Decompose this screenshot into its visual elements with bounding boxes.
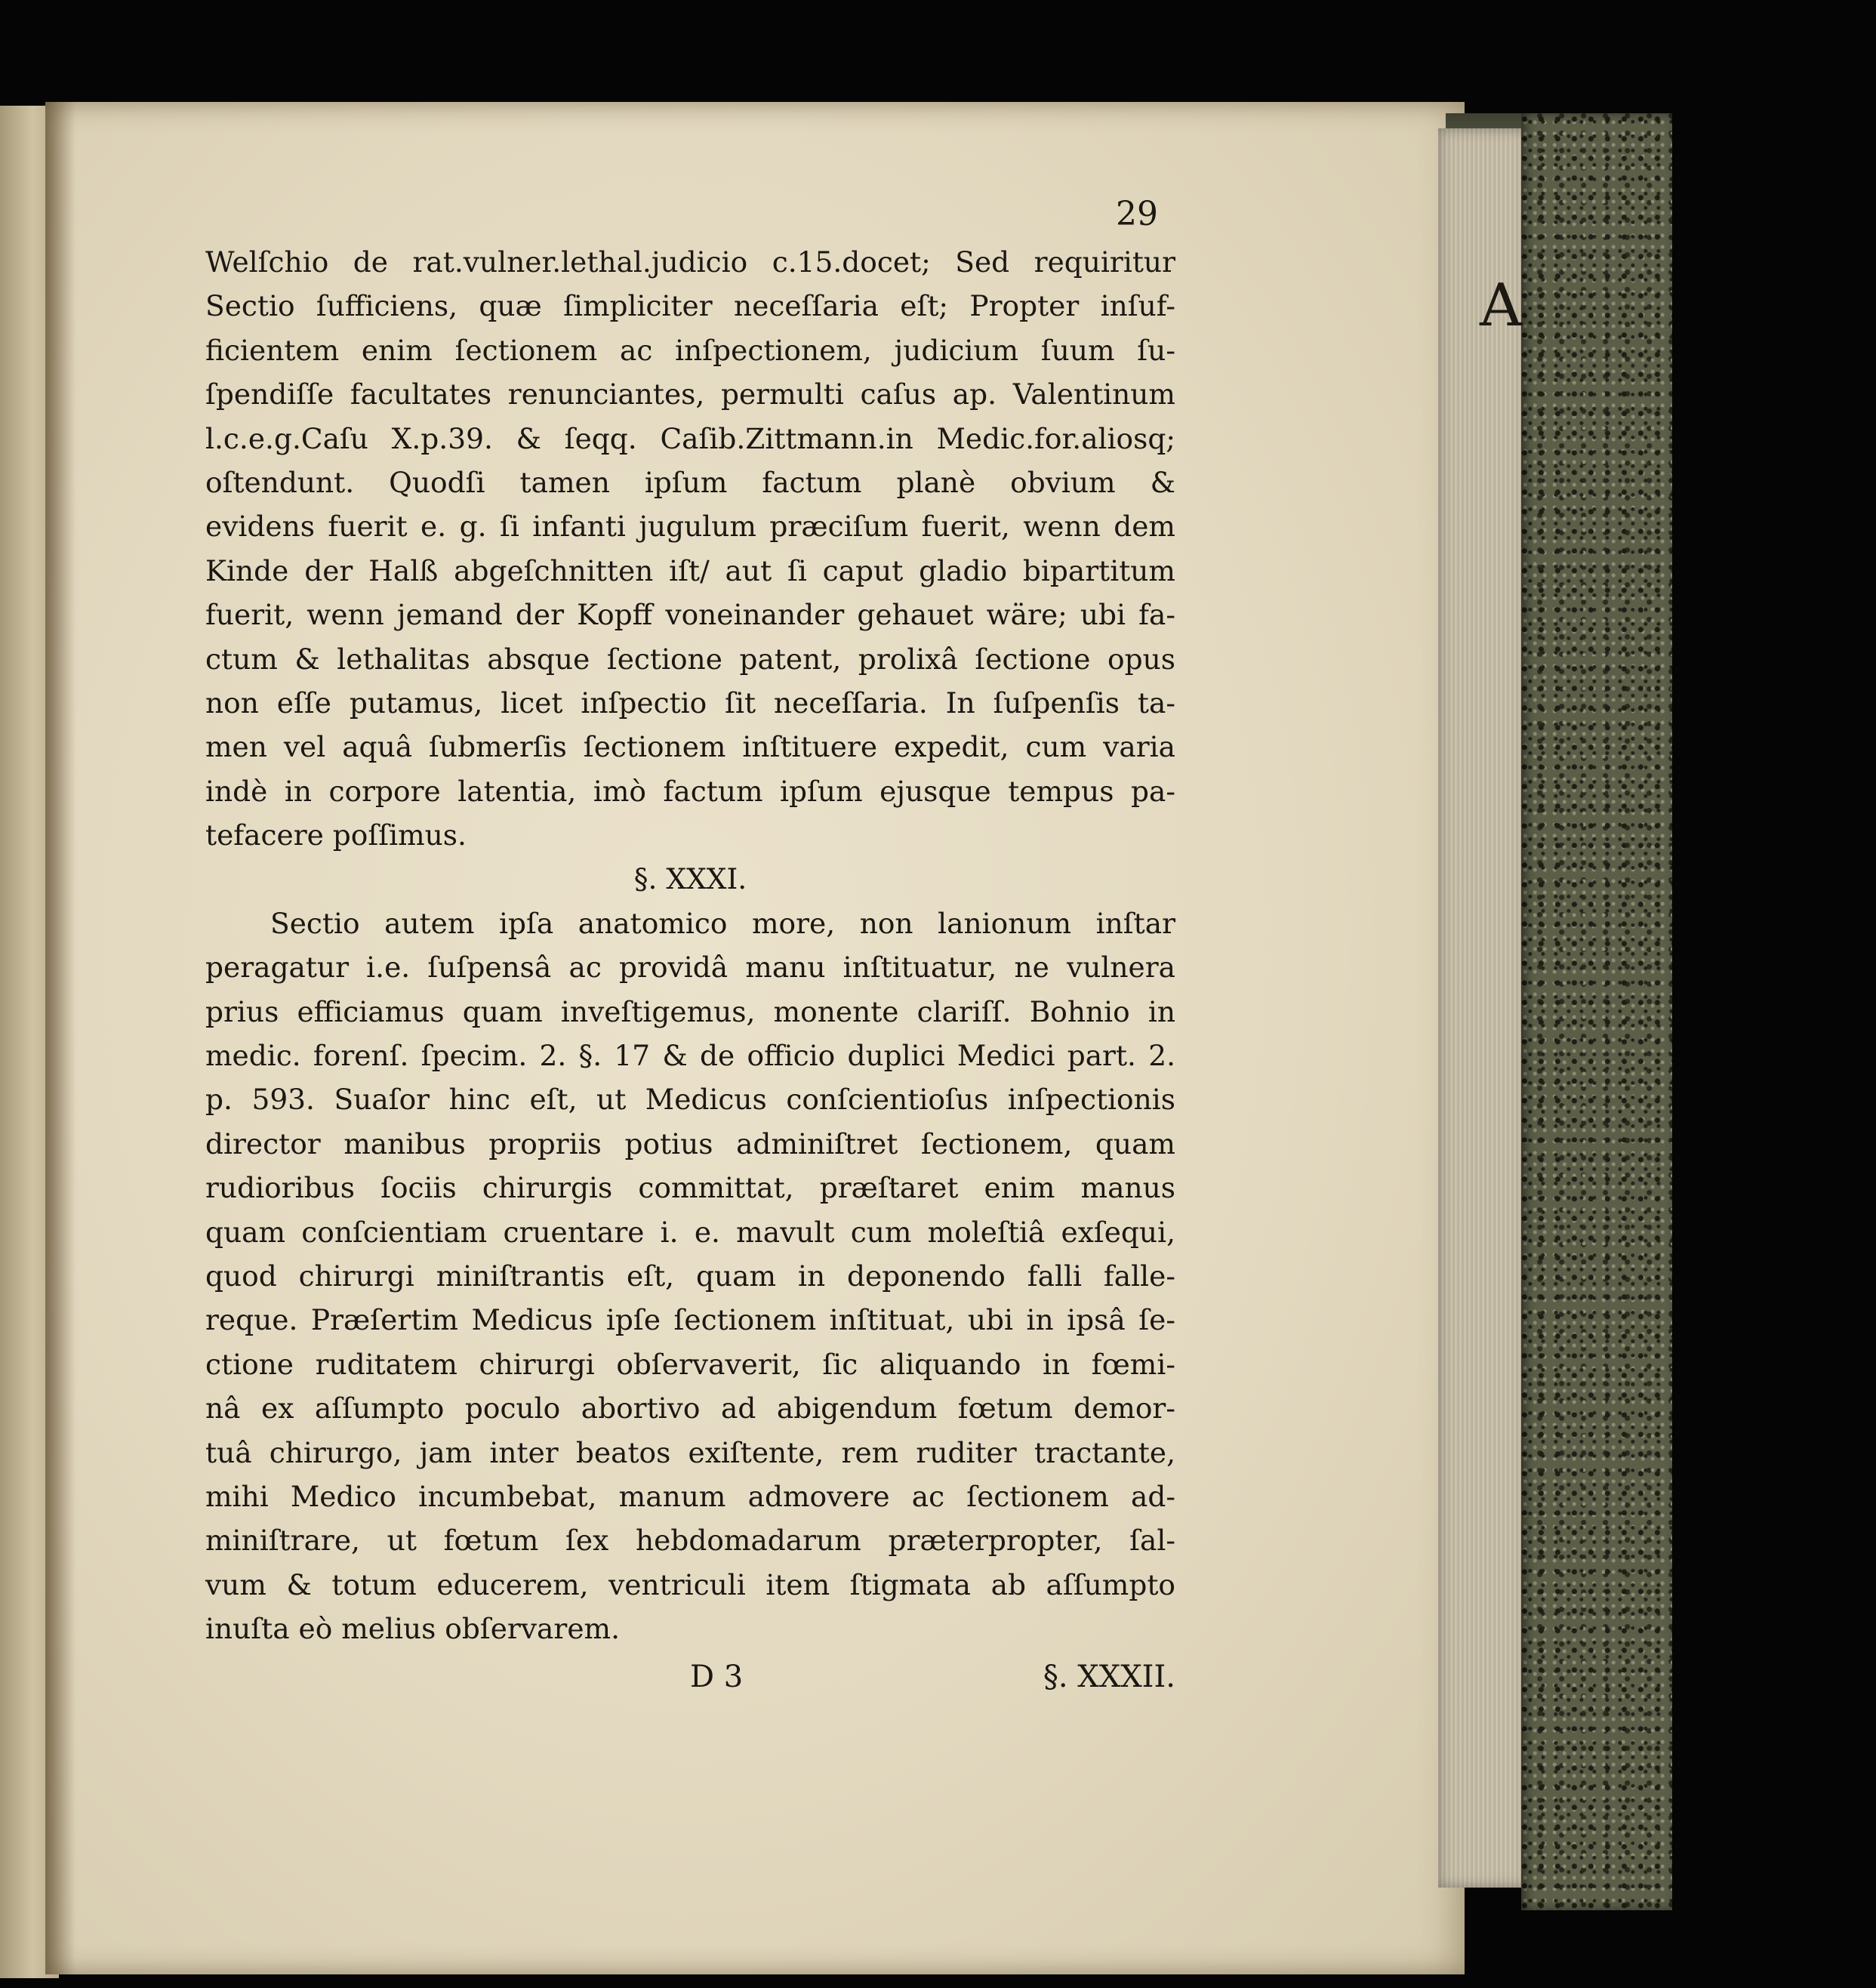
section-line: tuâ chirurgo, jam inter beatos exiſtente, rem ruditer tractante, (205, 1435, 1175, 1469)
section-line: vum & totum educerem, ventriculi item ſtigmata ab aſſumpto (205, 1567, 1175, 1601)
page-stack-fore-edge (1438, 128, 1529, 1888)
body-line: oſtendunt. Quodſi tamen ipſum factum planè obvium & (205, 465, 1175, 499)
section-line: peragatur i.e. ſuſpensâ ac providâ manu inſtituatur, ne vulnera (205, 951, 1175, 985)
body-line: fuerit, wenn jemand der Kopff voneinander gehauet wäre; ubi fa- (205, 598, 1175, 632)
body-line: men vel aquâ ſubmerſis ſectionem inſtituere expedit, cum varia (205, 730, 1175, 764)
body-line: non eſſe putamus, licet inſpectio ſit neceſſaria. In ſuſpenſis ta- (205, 686, 1175, 720)
section-line: nâ ex aſſumpto poculo abortivo ad abigendum fœtum demor- (205, 1392, 1175, 1426)
body-line: Kinde der Halß abgeſchnitten iſt/ aut ſi caput gladio bipartitum (205, 553, 1175, 587)
body-line: ſpendiſſe facultates renunciantes, permulti caſus ap. Valentinum (205, 378, 1175, 411)
body-line: tefacere poſſimus. (205, 818, 467, 852)
section-line: medic. forenſ. ſpecim. 2. §. 17 & de officio duplici Medici part. 2. (205, 1039, 1175, 1073)
signature-mark: D 3 (690, 1660, 744, 1694)
body-line: ctum & lethalitas absque ſectione patent, prolixâ ſectione opus (205, 642, 1175, 676)
section-line: reque. Præſertim Medicus ipſe ſectionem inſtituat, ubi in ipsâ ſe- (205, 1303, 1175, 1337)
section-line: miniſtrare, ut fœtum ſex hebdomadarum præterpropter, ſal- (205, 1524, 1175, 1558)
section-line: rudioribus ſociis chirurgis committat, præſtaret enim manus (205, 1171, 1175, 1205)
section-line: director manibus propriis potius adminiſtret ſectionem, quam (205, 1127, 1175, 1160)
body-line: evidens fuerit e. g. ſi infanti jugulum præciſum fuerit, wenn dem (205, 510, 1175, 544)
section-line: quam conſcientiam cruentare i. e. mavult cum moleſtiâ exſequi, (205, 1215, 1175, 1249)
page-number: 29 (1116, 195, 1158, 233)
body-line: Welſchio de rat.vulner.lethal.judicio c.15.docet; Sed requiritur (205, 245, 1175, 279)
side-letter: A (1480, 272, 1523, 340)
marbled-binding-board (1521, 113, 1672, 1910)
section-line: p. 593. Suaſor hinc eſt, ut Medicus conſcientioſus inſpectionis (205, 1083, 1175, 1117)
catchword: §. XXXII. (1043, 1660, 1175, 1694)
body-line: Sectio ſufficiens, quæ ſimpliciter neceſſaria eſt; Propter inſuf- (205, 289, 1175, 323)
section-line: inuſta eò melius obſervarem. (205, 1612, 620, 1646)
section-line: ctione ruditatem chirurgi obſervaverit, ſic aliquando in fœmi- (205, 1347, 1175, 1381)
body-line: l.c.e.g.Caſu X.p.39. & ſeqq. Caſib.Zittmann.in Medic.for.aliosq; (205, 421, 1175, 455)
page-footer (205, 1660, 1175, 1705)
body-line: ficientem enim ſectionem ac inſpectionem, judicium ſuum ſu- (205, 333, 1175, 367)
section-line: Sectio autem ipſa anatomico more, non lanionum inſtar (270, 906, 1175, 940)
page-gutter (45, 102, 75, 1974)
text-block (205, 240, 1175, 1651)
section-line: prius efficiamus quam inveſtigemus, monente clariſſ. Bohnio in (205, 994, 1175, 1028)
section-line: mihi Medico incumbebat, manum admovere ac ſectionem ad- (205, 1479, 1175, 1513)
body-line: indè in corpore latentia, imò factum ipſum ejusque tempus pa- (205, 774, 1175, 808)
section-line: quod chirurgi miniſtrantis eſt, quam in deponendo falli falle- (205, 1259, 1175, 1293)
section-heading: §. XXXI. (633, 862, 747, 896)
